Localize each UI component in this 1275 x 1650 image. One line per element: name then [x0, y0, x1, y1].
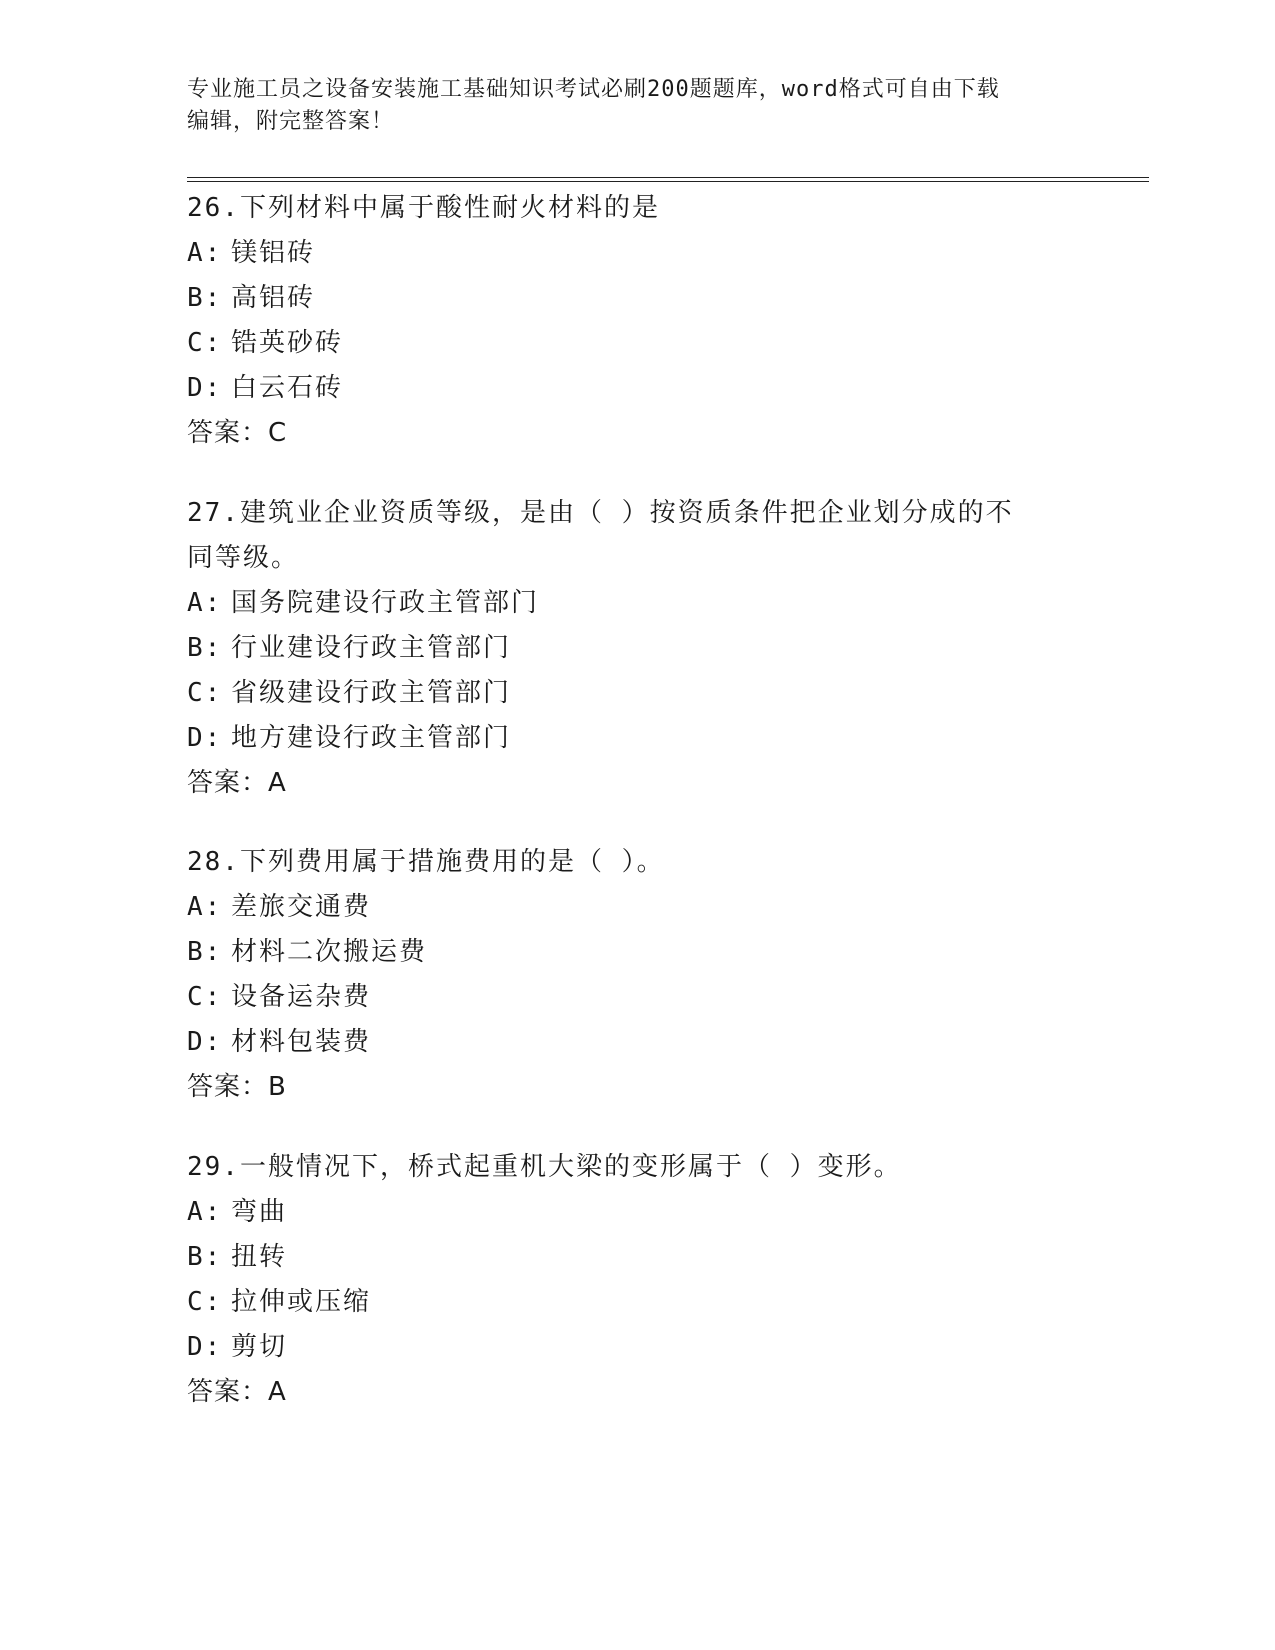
- question-stem: 29.一般情况下，桥式起重机大梁的变形属于（ ）变形。: [187, 1152, 902, 1182]
- question-26: [187, 186, 1087, 456]
- option-text: 锆英砂砖: [231, 328, 344, 358]
- option-letter: D:: [187, 373, 223, 403]
- option-a: [187, 885, 1087, 930]
- question-stem: 28.下列费用属于措施费用的是（ ）。: [187, 847, 665, 877]
- option-letter: A:: [187, 238, 223, 268]
- option-letter: C:: [187, 328, 223, 358]
- option-text: 材料包装费: [231, 1027, 372, 1057]
- option-letter: B:: [187, 283, 223, 313]
- answer: 答案：C: [187, 418, 288, 448]
- option-text: 弯曲: [231, 1197, 288, 1227]
- option-text: 镁铝砖: [231, 238, 316, 268]
- option-letter: B:: [187, 937, 223, 967]
- option-a: [187, 231, 1087, 276]
- answer: 答案：B: [187, 1072, 287, 1102]
- option-letter: A:: [187, 588, 223, 618]
- option-letter: B:: [187, 1242, 223, 1272]
- option-a: [187, 1190, 1087, 1235]
- question-stem: 27.建筑业企业资质等级，是由（ ）按资质条件把企业划分成的不同等级。: [187, 498, 1014, 573]
- header-divider: [187, 177, 1149, 182]
- option-c: [187, 671, 1087, 716]
- option-d: [187, 366, 1087, 411]
- header-line-1: 专业施工员之设备安装施工基础知识考试必刷200题题库，word格式可自由下载: [187, 77, 1000, 102]
- option-text: 地方建设行政主管部门: [231, 723, 512, 753]
- question-stem: 26.下列材料中属于酸性耐火材料的是: [187, 193, 660, 223]
- question-27: [187, 491, 1087, 806]
- option-text: 设备运杂费: [231, 982, 372, 1012]
- option-letter: C:: [187, 1287, 223, 1317]
- question-28: [187, 840, 1087, 1110]
- option-b: [187, 930, 1087, 975]
- header-line-2: 编辑，附完整答案！: [187, 109, 395, 134]
- answer: 答案：A: [187, 1377, 287, 1407]
- option-text: 材料二次搬运费: [231, 937, 428, 967]
- question-29: [187, 1145, 1087, 1415]
- option-text: 差旅交通费: [231, 892, 372, 922]
- option-letter: A:: [187, 892, 223, 922]
- answer: 答案：A: [187, 768, 287, 798]
- option-letter: B:: [187, 633, 223, 663]
- option-text: 白云石砖: [231, 373, 344, 403]
- option-letter: A:: [187, 1197, 223, 1227]
- option-letter: C:: [187, 678, 223, 708]
- option-text: 省级建设行政主管部门: [231, 678, 512, 708]
- option-b: [187, 626, 1087, 671]
- option-a: [187, 581, 1087, 626]
- option-text: 高铝砖: [231, 283, 316, 313]
- option-letter: D:: [187, 1027, 223, 1057]
- option-d: [187, 716, 1087, 761]
- option-c: [187, 321, 1087, 366]
- option-text: 扭转: [231, 1242, 288, 1272]
- option-text: 国务院建设行政主管部门: [231, 588, 540, 618]
- option-b: [187, 1235, 1087, 1280]
- option-b: [187, 276, 1087, 321]
- option-c: [187, 975, 1087, 1020]
- option-d: [187, 1020, 1087, 1065]
- option-c: [187, 1280, 1087, 1325]
- option-text: 拉伸或压缩: [231, 1287, 372, 1317]
- option-text: 行业建设行政主管部门: [231, 633, 512, 663]
- document-header: [187, 74, 1087, 138]
- option-text: 剪切: [231, 1332, 288, 1362]
- option-letter: C:: [187, 982, 223, 1012]
- option-d: [187, 1325, 1087, 1370]
- option-letter: D:: [187, 1332, 223, 1362]
- option-letter: D:: [187, 723, 223, 753]
